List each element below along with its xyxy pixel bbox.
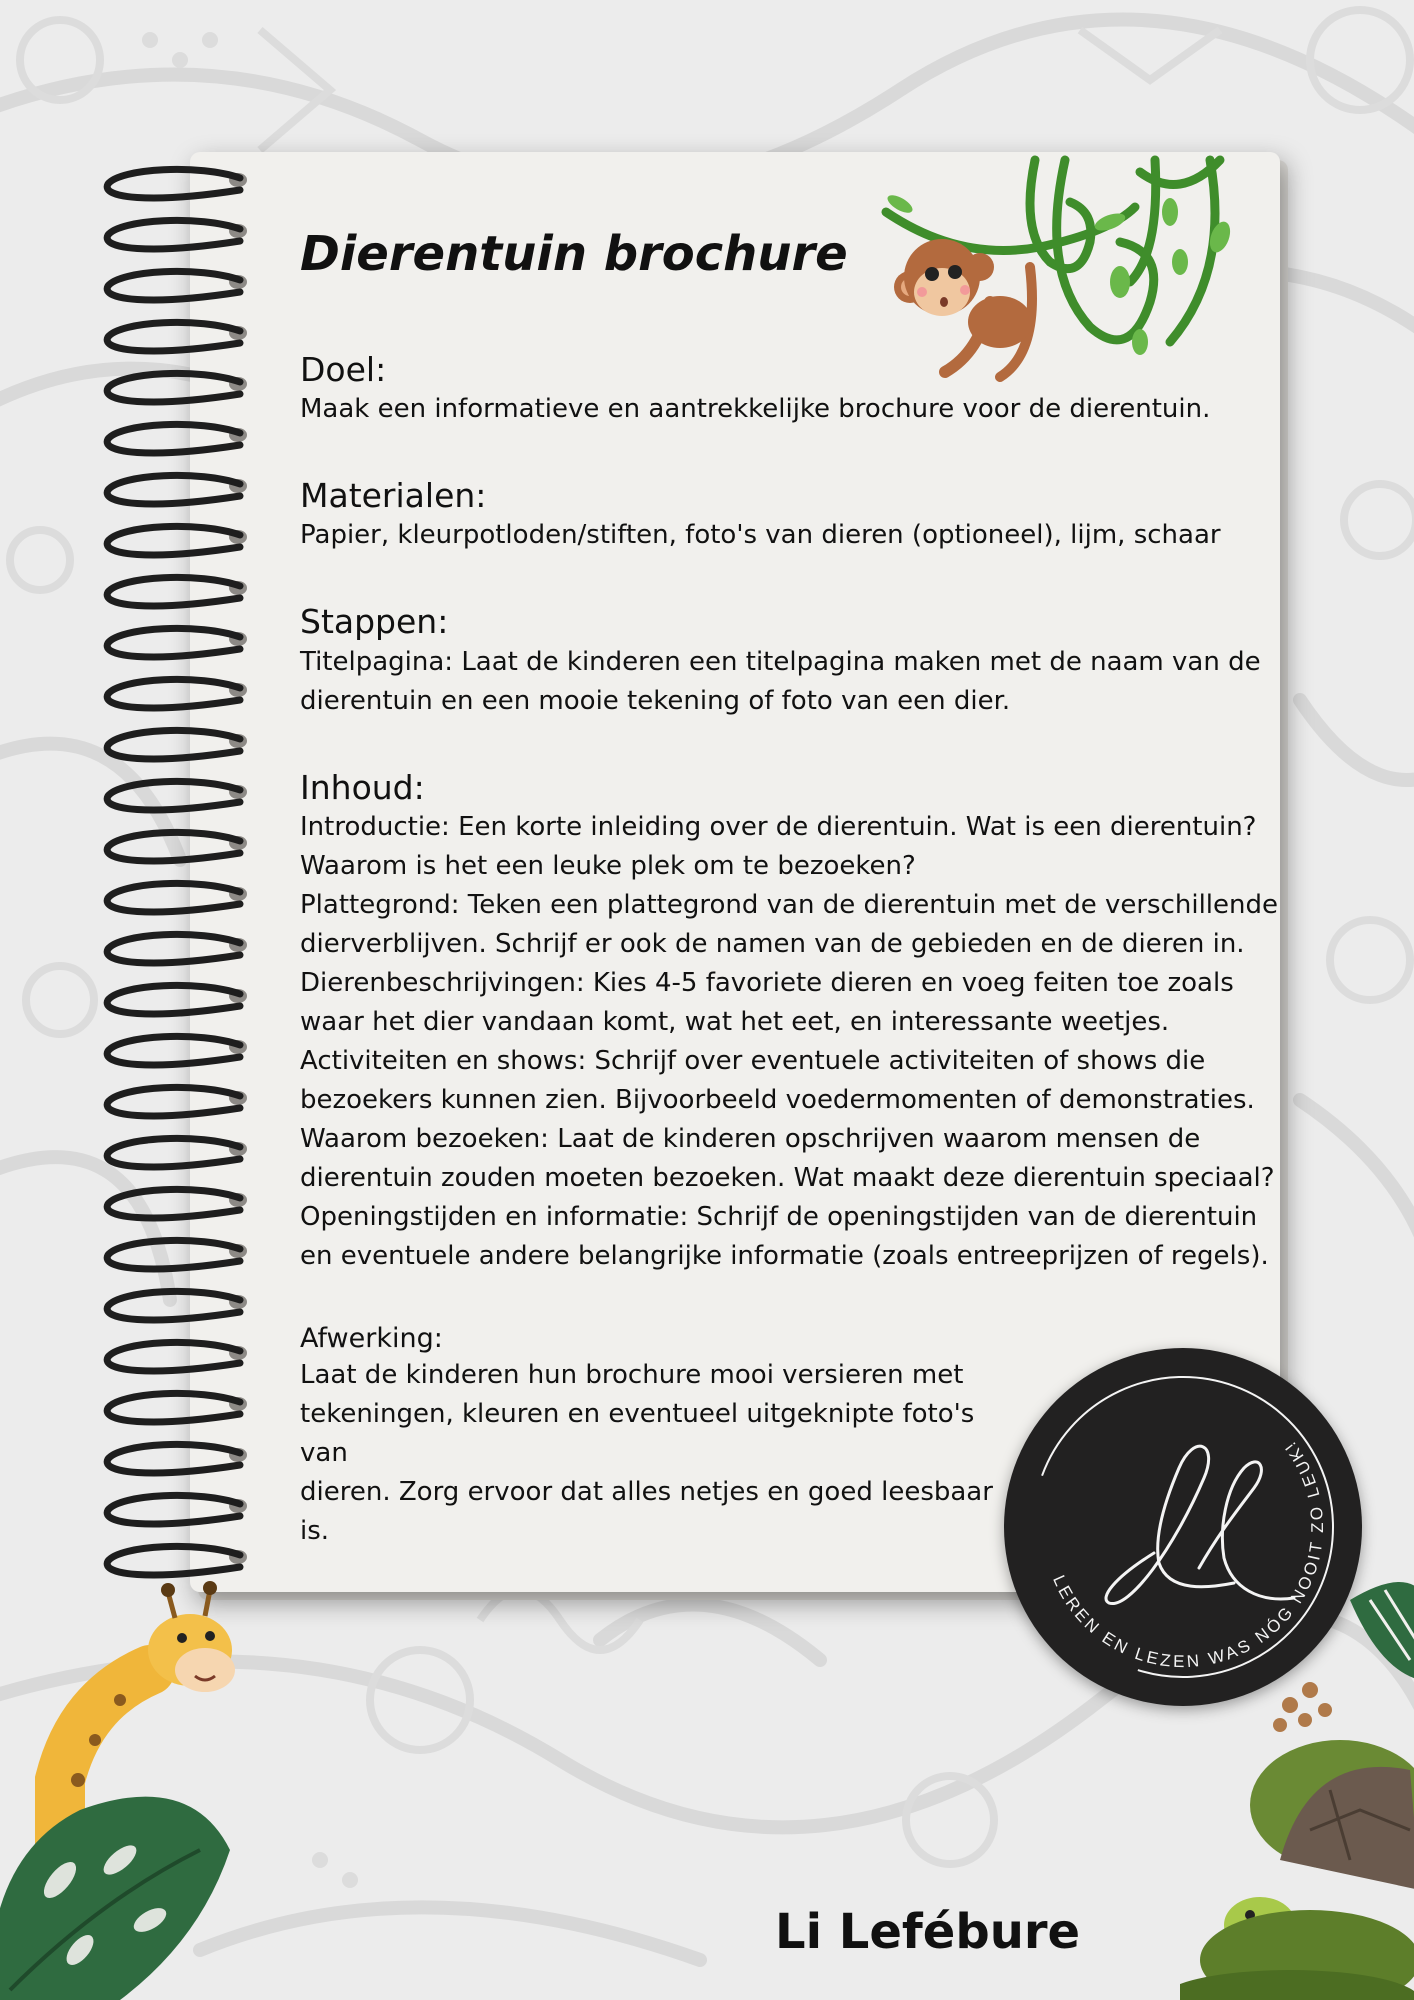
monstera-leaf-icon xyxy=(0,1797,230,2000)
spiral-coil xyxy=(107,220,240,249)
section-heading: Doel: xyxy=(300,349,387,389)
text-line: dieren. Zorg ervoor dat alles netjes en goed leesbaar is. xyxy=(300,1476,993,1546)
turtle-illustration xyxy=(1180,1560,1414,2000)
page-title: Dierentuin brochure xyxy=(300,226,848,282)
text-line: Waarom bezoeken: Laat de kinderen opschrijven waarom mensen de xyxy=(300,1123,1201,1154)
spiral-coil xyxy=(107,934,240,963)
spiral-coil xyxy=(107,1189,240,1218)
section-text: Papier, kleurpotloden/stiften, foto's van dieren (optioneel), lijm, schaar xyxy=(300,520,1221,551)
text-line: waar het dier vandaan komt, wat het eet, en interessante weetjes. xyxy=(300,1006,1170,1037)
section-materialen xyxy=(300,475,1280,555)
spiral-coil xyxy=(107,1495,240,1524)
logo-tagline: LEREN EN LEZEN WAS NÓG NOOIT ZO LEUK! xyxy=(1049,1436,1328,1672)
spiral-coil xyxy=(107,526,240,555)
spiral-coil xyxy=(107,577,240,606)
text-line: Waarom is het een leuke plek om te bezoeken? xyxy=(300,850,916,881)
spiral-coil xyxy=(107,1342,240,1371)
spiral-coil xyxy=(107,1546,240,1575)
spiral-coil xyxy=(107,1087,240,1116)
text-line: Dierenbeschrijvingen: Kies 4-5 favoriete dieren en voeg feiten toe zoals xyxy=(300,967,1234,998)
section-heading: Stappen: xyxy=(300,602,449,642)
spiral-coil xyxy=(107,373,240,402)
text-line: Introductie: Een korte inleiding over de dierentuin. Wat is een dierentuin? xyxy=(300,811,1257,842)
spiral-coil xyxy=(107,424,240,453)
spiral-coil xyxy=(107,985,240,1014)
section-stappen xyxy=(300,601,1280,720)
spiral-coil xyxy=(107,271,240,300)
section-inhoud xyxy=(300,767,1280,1276)
giraffe-illustration xyxy=(0,1580,260,2000)
spiral-coil xyxy=(107,475,240,504)
text-line: Plattegrond: Teken een plattegrond van de dierentuin met de verschillende xyxy=(300,889,1279,920)
section-heading: Inhoud: xyxy=(300,767,425,807)
text-line: Activiteiten en shows: Schrijf over eventuele activiteiten of shows die xyxy=(300,1045,1206,1076)
section-heading: Materialen: xyxy=(300,476,487,516)
spiral-coil xyxy=(107,883,240,912)
text-line: dierentuin en een mooie tekening of foto van een dier. xyxy=(300,685,1011,716)
text-line: dierentuin zouden moeten bezoeken. Wat maakt deze dierentuin speciaal? xyxy=(300,1162,1275,1193)
spiral-coil xyxy=(107,1444,240,1473)
text-line: bezoekers kunnen zien. Bijvoorbeeld voedermomenten of demonstraties. xyxy=(300,1084,1255,1115)
text-line: Openingstijden en informatie: Schrijf de openingstijden van de dierentuin xyxy=(300,1201,1258,1232)
text-line: dierverblijven. Schrijf er ook de namen van de gebieden en de dieren in. xyxy=(300,928,1245,959)
spiral-binding xyxy=(90,150,270,1590)
author-name: Li Lefébure xyxy=(775,1904,1081,1960)
text-line: en eventuele andere belangrijke informatie (zoals entreeprijzen of regels). xyxy=(300,1240,1269,1271)
spiral-coil xyxy=(107,730,240,759)
spiral-coil xyxy=(107,1036,240,1065)
spiral-coil xyxy=(107,322,240,351)
spiral-coil xyxy=(107,1291,240,1320)
text-line: Laat de kinderen hun brochure mooi versieren met xyxy=(300,1359,964,1390)
section-text: Maak een informatieve en aantrekkelijke brochure voor de dierentuin. xyxy=(300,394,1211,425)
spiral-coil xyxy=(107,1240,240,1269)
text-line: tekeningen, kleuren en eventueel uitgeknipte foto's van xyxy=(300,1398,975,1468)
spiral-coil xyxy=(107,781,240,810)
spiral-coil xyxy=(107,628,240,657)
text-line: Titelpagina: Laat de kinderen een titelpagina maken met de naam van de xyxy=(300,646,1261,677)
section-doel xyxy=(300,349,1280,429)
spiral-coil xyxy=(107,1138,240,1167)
spiral-coil xyxy=(107,1393,240,1422)
spiral-coil xyxy=(107,169,240,198)
spiral-coil xyxy=(107,679,240,708)
section-heading: Afwerking: xyxy=(300,1322,443,1354)
palm-leaf-icon xyxy=(1350,1582,1414,1680)
spiral-coil xyxy=(107,832,240,861)
